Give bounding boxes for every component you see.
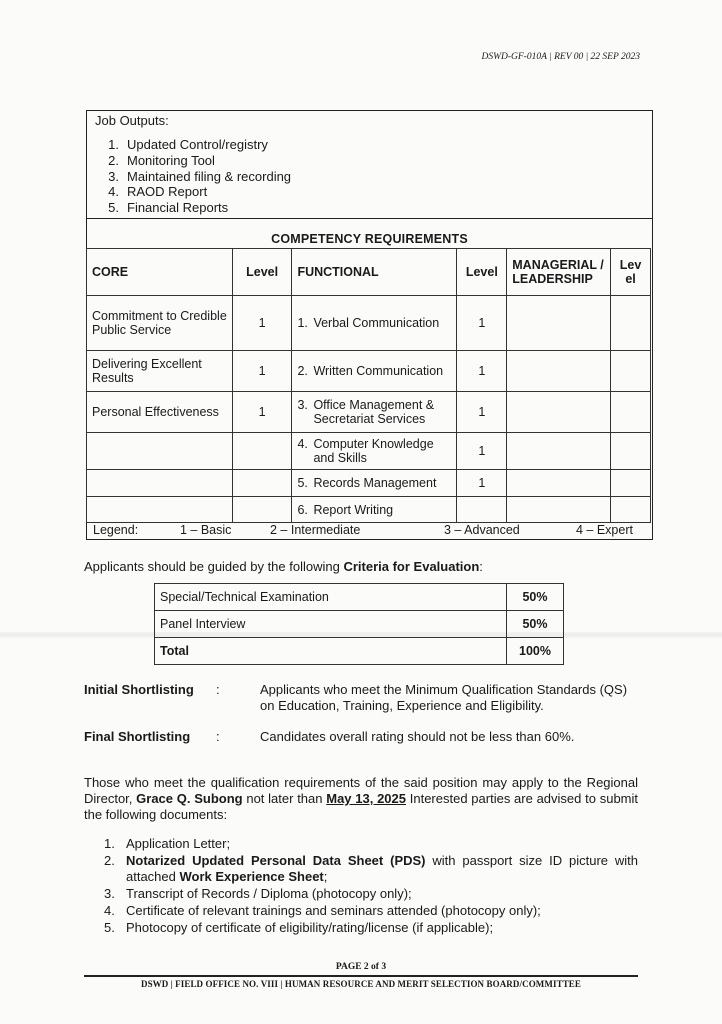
table-row: Commitment to Credible Public Service 1 1. Verbal Communication 1 [87, 296, 651, 351]
list-item: 2. Monitoring Tool [108, 152, 215, 168]
competency-title: COMPETENCY REQUIREMENTS [271, 232, 468, 246]
table-row: 6. Report Writing [87, 497, 651, 523]
legend-label: Legend: [93, 523, 139, 537]
documents-list [104, 836, 638, 937]
legend-basic: 1 – Basic [180, 523, 232, 537]
list-item: 5. Financial Reports [108, 200, 229, 216]
table-row: 4. Computer Knowledge and Skills 1 [87, 433, 651, 470]
legend [87, 522, 652, 539]
initial-shortlisting-text: Applicants who meet the Minimum Qualification Standards (QS) on Education, Training, Experience and Eligibility. [260, 682, 628, 713]
table-row: 5. Records Management 1 [87, 470, 651, 497]
footer-office: DSWD | FIELD OFFICE NO. VIII | HUMAN RESOURCE AND MERIT SELECTION BOARD/COMMITTEE [140, 979, 582, 989]
list-item: 4. Certificate of relevant trainings and seminars attended (photocopy only); [104, 903, 541, 918]
job-outputs-list [95, 137, 291, 216]
list-item: 3. Maintained filing & recording [108, 168, 292, 184]
final-shortlisting-text: Candidates overall rating should not be less than 60%. [260, 729, 575, 744]
criteria-table [154, 583, 564, 665]
table-row: Special/Technical Examination 50% [155, 584, 564, 611]
list-item: 4. RAOD Report [108, 184, 208, 200]
initial-shortlisting-label: Initial Shortlisting [84, 682, 194, 697]
page-number: PAGE 2 of 3 [335, 962, 387, 972]
competency-box [86, 110, 653, 540]
list-item: 3. Transcript of Records / Diploma (photocopy only); [104, 886, 412, 901]
list-item: 1. Updated Control/registry [108, 137, 268, 152]
list-item: 5. Photocopy of certificate of eligibility/rating/license (if applicable); [104, 920, 494, 935]
final-shortlisting-label: Final Shortlisting [84, 729, 191, 744]
footer-rule [84, 975, 638, 977]
header-level: Lev el [611, 249, 651, 296]
table-row: Panel Interview 50% [155, 611, 564, 638]
colon: : [216, 729, 220, 744]
header-functional: FUNCTIONAL [292, 249, 457, 296]
table-row: Total 100% [155, 638, 564, 665]
job-outputs-title: Job Outputs: [95, 113, 169, 128]
document-code: DSWD-GF-010A | REV 00 | 22 SEP 2023 [481, 52, 640, 62]
table-row: Delivering Excellent Results 1 2. Written Communication 1 [87, 351, 651, 392]
criteria-intro: Applicants should be guided by the following Criteria for Evaluation: [84, 559, 483, 574]
table-header-row [87, 249, 651, 296]
legend-intermediate: 2 – Intermediate [270, 523, 361, 537]
legend-advanced: 3 – Advanced [444, 523, 520, 537]
colon: : [216, 682, 220, 697]
application-paragraph: Those who meet the qualification requirements of the said position may apply to the Regional Director, Grace Q. Subong not later than May 13, 2025 Interested parties are advised to submit the following documents: [84, 775, 639, 822]
list-item: 2. Notarized Updated Personal Data Sheet (PDS) with passport size ID picture with attached Work Experience Sheet; [104, 853, 638, 884]
header-core: CORE [87, 249, 233, 296]
header-level: Level [457, 249, 507, 296]
list-item: 1. Application Letter; [104, 836, 231, 851]
competency-table [86, 248, 651, 523]
divider [87, 218, 652, 219]
legend-expert: 4 – Expert [576, 523, 633, 537]
header-managerial: MANAGERIAL / LEADERSHIP [507, 249, 611, 296]
header-level: Level [232, 249, 292, 296]
table-row: Personal Effectiveness 1 3. Office Management & Secretariat Services 1 [87, 392, 651, 433]
